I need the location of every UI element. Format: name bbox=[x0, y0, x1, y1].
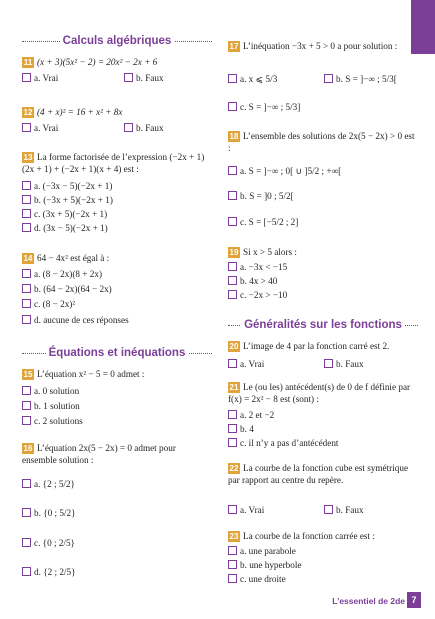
question-number: 20 bbox=[229, 342, 239, 351]
option-22b[interactable]: b. Faux bbox=[324, 504, 364, 516]
section-title-equations: Équations et inéquations bbox=[22, 346, 212, 360]
option-17c[interactable]: c. S = ]−∞ ; 5/3] bbox=[228, 101, 300, 113]
question-number: 13 bbox=[23, 153, 33, 162]
option-15b[interactable]: b. 1 solution bbox=[22, 400, 80, 412]
option-11b[interactable]: b. Faux bbox=[124, 72, 164, 84]
question-23 bbox=[228, 530, 418, 542]
option-19b[interactable]: b. 4x > 40 bbox=[228, 275, 277, 287]
question-20 bbox=[228, 340, 418, 352]
question-number: 21 bbox=[229, 383, 239, 392]
question-text: La forme factorisée de l’expression (−2x + 1)(2x + 1) + (−2x + 1)(x + 4) est : bbox=[22, 152, 205, 174]
option-23b[interactable]: b. une hyperbole bbox=[228, 559, 302, 571]
question-text: L’équation x² − 5 = 0 admet : bbox=[37, 369, 145, 379]
option-17a[interactable]: a. x ⩽ 5/3 bbox=[228, 73, 277, 85]
question-11 bbox=[22, 56, 212, 68]
question-number: 12 bbox=[23, 108, 33, 117]
option-23a[interactable]: a. une parabole bbox=[228, 545, 296, 557]
question-16 bbox=[22, 442, 212, 466]
question-number: 22 bbox=[229, 464, 239, 473]
question-text: Le (ou les) antécédent(s) de 0 de f définie par f(x) = 2x² − 8 est (sont) : bbox=[228, 382, 411, 404]
question-number: 19 bbox=[229, 248, 239, 257]
question-text: 64 − 4x² est égal à : bbox=[37, 253, 110, 263]
option-13a[interactable]: a. (−3x − 5)(−2x + 1) bbox=[22, 180, 112, 192]
option-22a[interactable]: a. Vrai bbox=[228, 504, 264, 516]
option-23c[interactable]: c. une droite bbox=[228, 573, 286, 585]
question-18 bbox=[228, 130, 418, 154]
question-number: 17 bbox=[229, 42, 239, 51]
option-19a[interactable]: a. −3x < −15 bbox=[228, 261, 287, 273]
question-17 bbox=[228, 40, 418, 52]
question-text: (4 + x)² = 16 + x² + 8x bbox=[37, 107, 123, 117]
question-number: 18 bbox=[229, 132, 239, 141]
question-15 bbox=[22, 368, 212, 380]
option-13d[interactable]: d. (3x − 5)(−2x + 1) bbox=[22, 222, 108, 234]
section-title-generalites: Généralités sur les fonctions bbox=[228, 318, 418, 332]
option-21c[interactable]: c. il n’y a pas d’antécédent bbox=[228, 437, 338, 449]
question-number: 23 bbox=[229, 532, 239, 541]
question-text: L’ensemble des solutions de 2x(5 − 2x) > 0 est : bbox=[228, 131, 415, 153]
question-13 bbox=[22, 151, 212, 175]
question-21 bbox=[228, 381, 418, 405]
option-20a[interactable]: a. Vrai bbox=[228, 358, 264, 370]
option-12a[interactable]: a. Vrai bbox=[22, 122, 58, 134]
question-text: L’image de 4 par la fonction carré est 2. bbox=[243, 341, 390, 351]
question-text: (x + 3)(5x² − 2) = 20x² − 2x + 6 bbox=[37, 57, 158, 67]
option-16b[interactable]: b. {0 ; 5/2} bbox=[22, 507, 76, 519]
footer-book-title: L’essentiel de 2de bbox=[332, 596, 405, 606]
question-text: La courbe de la fonction cube est symétrique par rapport au centre du repère. bbox=[228, 463, 409, 485]
section-title-calculs: Calculs algébriques bbox=[22, 34, 212, 48]
option-14b[interactable]: b. (64 − 2x)(64 − 2x) bbox=[22, 283, 112, 295]
option-15c[interactable]: c. 2 solutions bbox=[22, 415, 83, 427]
question-number: 11 bbox=[23, 58, 33, 67]
question-14 bbox=[22, 252, 212, 264]
option-19c[interactable]: c. −2x > −10 bbox=[228, 289, 287, 301]
option-13b[interactable]: b. (−3x + 5)(−2x + 1) bbox=[22, 194, 113, 206]
option-14d[interactable]: d. aucune de ces réponses bbox=[22, 314, 129, 326]
option-15a[interactable]: a. 0 solution bbox=[22, 385, 79, 397]
page-number: 7 bbox=[407, 592, 421, 608]
option-21b[interactable]: b. 4 bbox=[228, 423, 254, 435]
option-12b[interactable]: b. Faux bbox=[124, 122, 164, 134]
question-number: 14 bbox=[23, 254, 33, 263]
option-21a[interactable]: a. 2 et −2 bbox=[228, 409, 274, 421]
option-17b[interactable]: b. S = ]−∞ ; 5/3[ bbox=[324, 73, 397, 85]
question-12 bbox=[22, 106, 212, 118]
option-16d[interactable]: d. {2 ; 2/5} bbox=[22, 566, 76, 578]
question-22 bbox=[228, 462, 418, 486]
question-text: L’inéquation −3x + 5 > 0 a pour solution : bbox=[243, 41, 398, 51]
option-16c[interactable]: c. {0 ; 2/5} bbox=[22, 537, 75, 549]
option-16a[interactable]: a. {2 ; 5/2} bbox=[22, 478, 75, 490]
question-text: L’équation 2x(5 − 2x) = 0 admet pour ensemble solution : bbox=[22, 443, 176, 465]
option-18a[interactable]: a. S = ]−∞ ; 0[ ∪ ]5/2 ; +∞[ bbox=[228, 165, 341, 177]
question-text: La courbe de la fonction carrée est : bbox=[243, 531, 375, 541]
option-20b[interactable]: b. Faux bbox=[324, 358, 364, 370]
option-14a[interactable]: a. (8 − 2x)(8 + 2x) bbox=[22, 268, 102, 280]
question-number: 16 bbox=[23, 444, 33, 453]
question-text: Si x > 5 alors : bbox=[243, 247, 297, 257]
option-18b[interactable]: b. S = ]0 ; 5/2[ bbox=[228, 190, 294, 202]
question-number: 15 bbox=[23, 370, 33, 379]
option-11a[interactable]: a. Vrai bbox=[22, 72, 58, 84]
option-13c[interactable]: c. (3x + 5)(−2x + 1) bbox=[22, 208, 107, 220]
question-19 bbox=[228, 246, 418, 258]
option-18c[interactable]: c. S = [−5/2 ; 2] bbox=[228, 216, 298, 228]
option-14c[interactable]: c. (8 − 2x)² bbox=[22, 298, 75, 310]
